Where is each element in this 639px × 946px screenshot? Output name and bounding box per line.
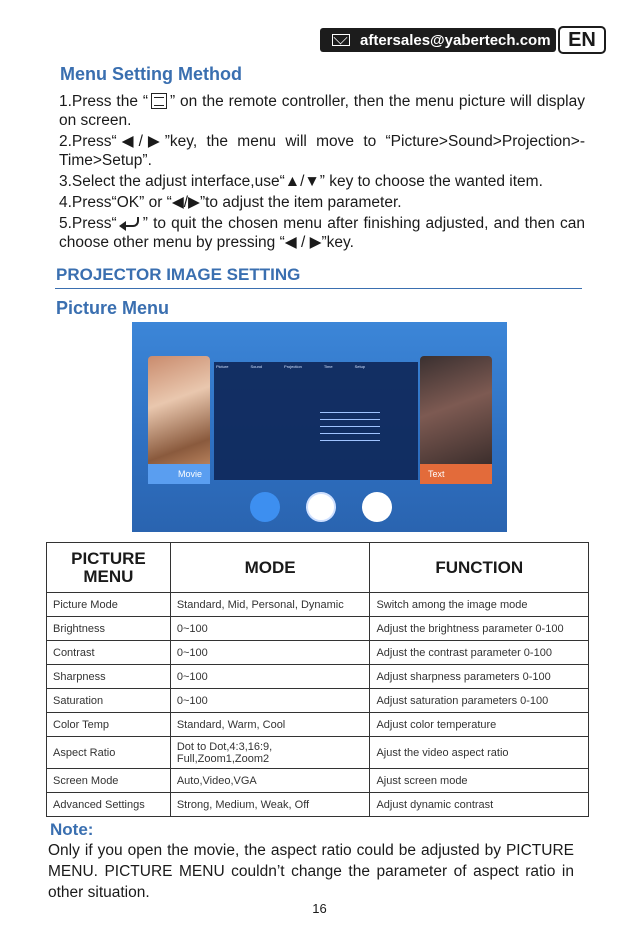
projector-image-setting-title: PROJECTOR IMAGE SETTING <box>56 265 301 284</box>
cell-mode: 0~100 <box>170 665 370 689</box>
slider-line <box>320 440 380 441</box>
table-row <box>47 793 589 817</box>
table-row <box>47 713 589 737</box>
bottom-icons <box>250 492 392 522</box>
cell-function: Adjust sharpness parameters 0-100 <box>370 665 589 689</box>
cell-item: Advanced Settings <box>47 793 171 817</box>
menu-setting-title: Menu Setting Method <box>60 64 242 84</box>
step-1-end: ” on the remote controller, then the menu picture will display on screen. <box>59 93 585 129</box>
cell-mode: Standard, Warm, Cool <box>170 713 370 737</box>
cell-item: Aspect Ratio <box>47 737 171 769</box>
cell-item: Picture Mode <box>47 593 171 617</box>
slider-line <box>320 433 380 434</box>
tab-picture: Picture <box>216 364 229 369</box>
page-number: 16 <box>312 901 327 916</box>
cell-function: Adjust the contrast parameter 0-100 <box>370 641 589 665</box>
text-thumbnail <box>420 356 492 484</box>
cell-mode: 0~100 <box>170 641 370 665</box>
cell-function: Switch among the image mode <box>370 593 589 617</box>
gear-icon <box>362 492 392 522</box>
step-3: 3.Select the adjust interface,use“▲/▼” key to choose the wanted item. <box>59 173 543 190</box>
table-row <box>47 689 589 713</box>
table-row <box>47 641 589 665</box>
header-function: FUNCTION <box>370 543 589 593</box>
picture-menu-title: Picture Menu <box>56 298 170 318</box>
mail-icon <box>332 34 350 46</box>
note-body: Only if you open the movie, the aspect ratio could be adjusted by PICTURE MENU. PICTURE MENU couldn’t change the parameter of aspect ratio in other situation. <box>48 842 574 901</box>
step-1-start: 1.Press the “ <box>59 93 149 110</box>
brush-icon <box>306 492 336 522</box>
step-1 <box>59 92 585 130</box>
table-row <box>47 593 589 617</box>
slider-line <box>320 419 380 420</box>
step-5-start: 5.Press“ <box>59 215 117 232</box>
tab-projection: Projection <box>284 364 302 369</box>
table-row <box>47 617 589 641</box>
cell-function: Ajust the video aspect ratio <box>370 737 589 769</box>
cell-item: Screen Mode <box>47 769 171 793</box>
email-text: aftersales@yabertech.com <box>360 31 551 49</box>
menu-key-icon <box>151 93 167 109</box>
picture-menu-table <box>46 542 589 817</box>
tab-setup: Setup <box>354 364 366 369</box>
note-title: Note: <box>50 820 94 839</box>
tab-sound: Sound <box>250 364 263 369</box>
section-divider <box>55 288 582 289</box>
cell-function: Ajust screen mode <box>370 769 589 793</box>
email-badge <box>320 28 556 52</box>
return-key-icon <box>121 217 139 227</box>
cell-function: Adjust the brightness parameter 0-100 <box>370 617 589 641</box>
header-picture-menu: PICTURE MENU <box>47 543 171 593</box>
menu-steps <box>59 92 585 252</box>
movie-thumbnail <box>148 356 210 484</box>
picture-menu-screenshot <box>132 322 507 532</box>
cell-mode: Auto,Video,VGA <box>170 769 370 793</box>
cell-function: Adjust dynamic contrast <box>370 793 589 817</box>
usb-icon <box>250 492 280 522</box>
screenshot-tabs <box>216 364 365 369</box>
cell-item: Saturation <box>47 689 171 713</box>
cell-mode: 0~100 <box>170 689 370 713</box>
step-4: 4.Press“OK” or “◀/▶”to adjust the item parameter. <box>59 194 402 211</box>
step-5 <box>59 214 585 252</box>
cell-item: Brightness <box>47 617 171 641</box>
table-row <box>47 737 589 769</box>
header-mode: MODE <box>170 543 370 593</box>
text-caption: Text <box>420 464 492 484</box>
cell-mode: 0~100 <box>170 617 370 641</box>
table-header-row <box>47 543 589 593</box>
tab-time: Time <box>323 364 333 369</box>
step-2: 2.Press“◀/▶”key, the menu will move to “Picture>Sound>Projection>-Time>Setup”. <box>59 133 585 169</box>
slider-line <box>320 412 380 413</box>
cell-item: Sharpness <box>47 665 171 689</box>
cell-mode: Standard, Mid, Personal, Dynamic <box>170 593 370 617</box>
slider-line <box>320 426 380 427</box>
cell-function: Adjust saturation parameters 0-100 <box>370 689 589 713</box>
cell-function: Adjust color temperature <box>370 713 589 737</box>
table-row <box>47 665 589 689</box>
menu-panel <box>214 362 418 480</box>
cell-item: Contrast <box>47 641 171 665</box>
step-5-end: ” to quit the chosen menu after finishing adjusted, and then can choose other menu by pressing “◀ / ▶”key. <box>59 215 585 251</box>
movie-caption: Movie <box>148 464 210 484</box>
cell-mode: Strong, Medium, Weak, Off <box>170 793 370 817</box>
table-row <box>47 769 589 793</box>
cell-item: Color Temp <box>47 713 171 737</box>
language-badge: EN <box>558 26 606 54</box>
cell-mode: Dot to Dot,4:3,16:9, Full,Zoom1,Zoom2 <box>170 737 370 769</box>
